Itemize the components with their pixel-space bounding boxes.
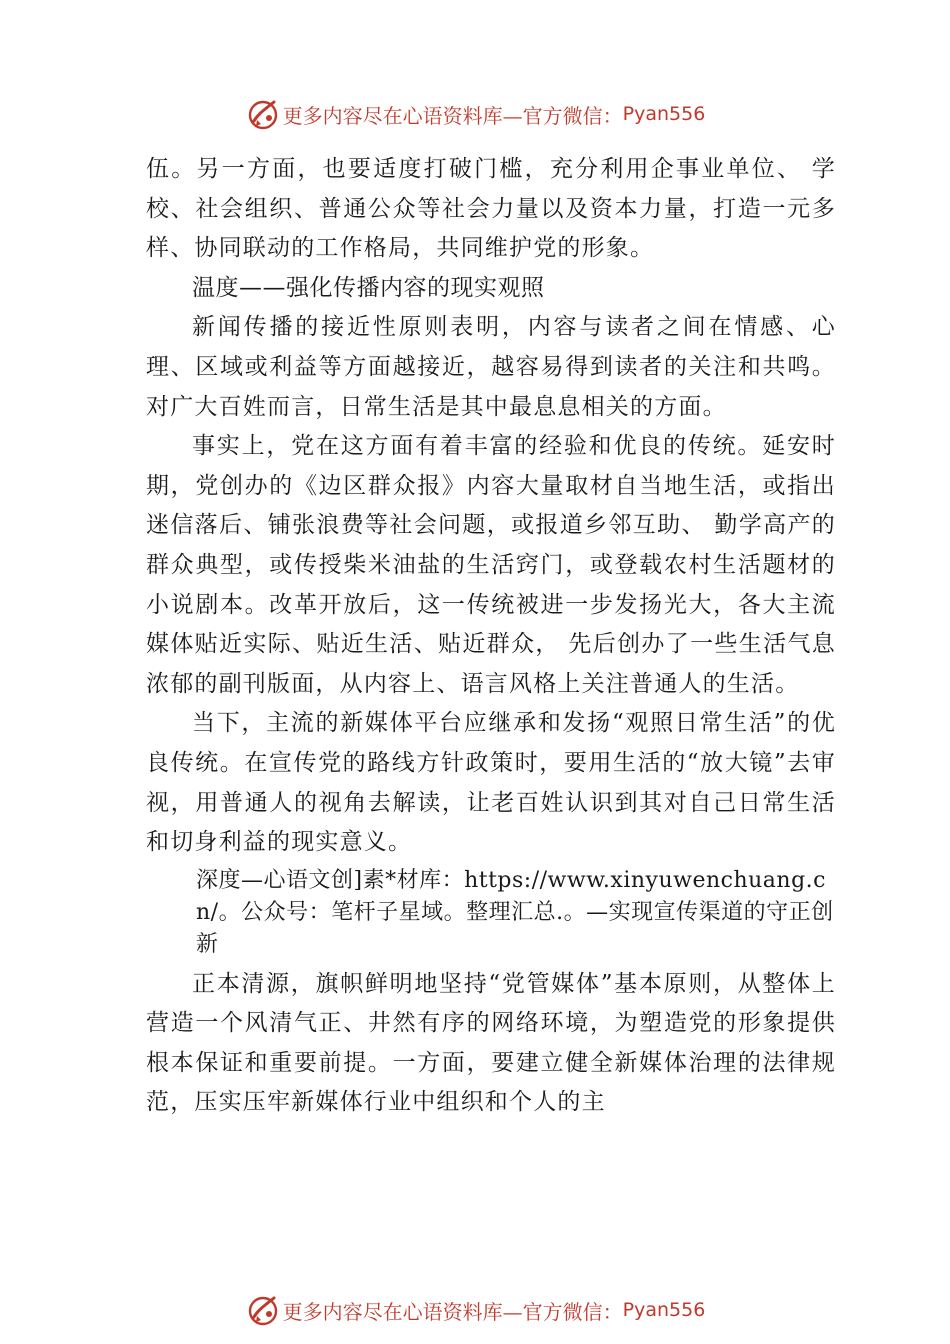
paragraph-proximity: 新闻传播的接近性原则表明，内容与读者之间在情感、心理、区域或利益等方面越接近，越容易得到读者的关注和共鸣。对广大百姓而言，日常生活是其中最息息相关的方面。 — [146, 314, 836, 420]
footer-wechat-id: Pyan556 — [622, 1299, 706, 1321]
document-body — [146, 150, 836, 1123]
footer-banner — [0, 1290, 950, 1330]
ink-brush-logo-icon — [245, 1292, 281, 1328]
paragraph-principle: 正本清源，旗帜鲜明地坚持“党管媒体”基本原则，从整体上营造一个风清气正、井然有序的网络环境，为塑造党的形象提供根本保证和重要前提。一方面，要建立健全新媒体治理的法律规范，压实压牢新媒体行业中组织和个人的主 — [146, 970, 836, 1116]
section-heading-warmth: 温度——强化传播内容的现实观照 — [192, 274, 545, 301]
paragraph-tradition: 事实上，党在这方面有着丰富的经验和优良的传统。延安时期，党创办的《边区群众报》内容大量取材自当地生活，或指出迷信落后、铺张浪费等社会问题，或报道乡邻互助、 勤学高产的群众典型，或传授柴米油盐的生活窍门，或登载农村生活题材的小说剧本。改革开放后，这一传统被进一步发扬光大，各大主流媒体贴近实际、贴近生活、贴近群众， 先后创办了一些生活气息浓郁的副刊版面，从内容上、语言风格上关注普通人的生活。 — [146, 433, 836, 697]
header-wechat-id: Pyan556 — [622, 103, 706, 125]
header-banner — [0, 94, 950, 134]
section-heading-depth: 深度—心语文创]素*材库：https://www.xinyuwenchuang.cn/。公众号：笔杆子星域。整理汇总.。—实现宣传渠道的守正创新 — [196, 867, 834, 957]
paragraph-continued: 伍。另一方面，也要适度打破门槛，充分利用企事业单位、 学校、社会组织、普通公众等社会力量以及资本力量，打造一元多样、协同联动的工作格局，共同维护党的形象。 — [146, 156, 836, 262]
paragraph-current: 当下，主流的新媒体平台应继承和发扬“观照日常生活”的优良传统。在宣传党的路线方针政策时，要用生活的“放大镜”去审视，用普通人的视角去解读，让老百姓认识到其对自己日常生活和切身利益的现实意义。 — [146, 710, 836, 856]
header-banner-text: 更多内容尽在心语资料库—官方微信： — [282, 103, 623, 128]
ink-brush-logo-icon — [245, 96, 281, 132]
footer-banner-text: 更多内容尽在心语资料库—官方微信： — [282, 1299, 623, 1324]
